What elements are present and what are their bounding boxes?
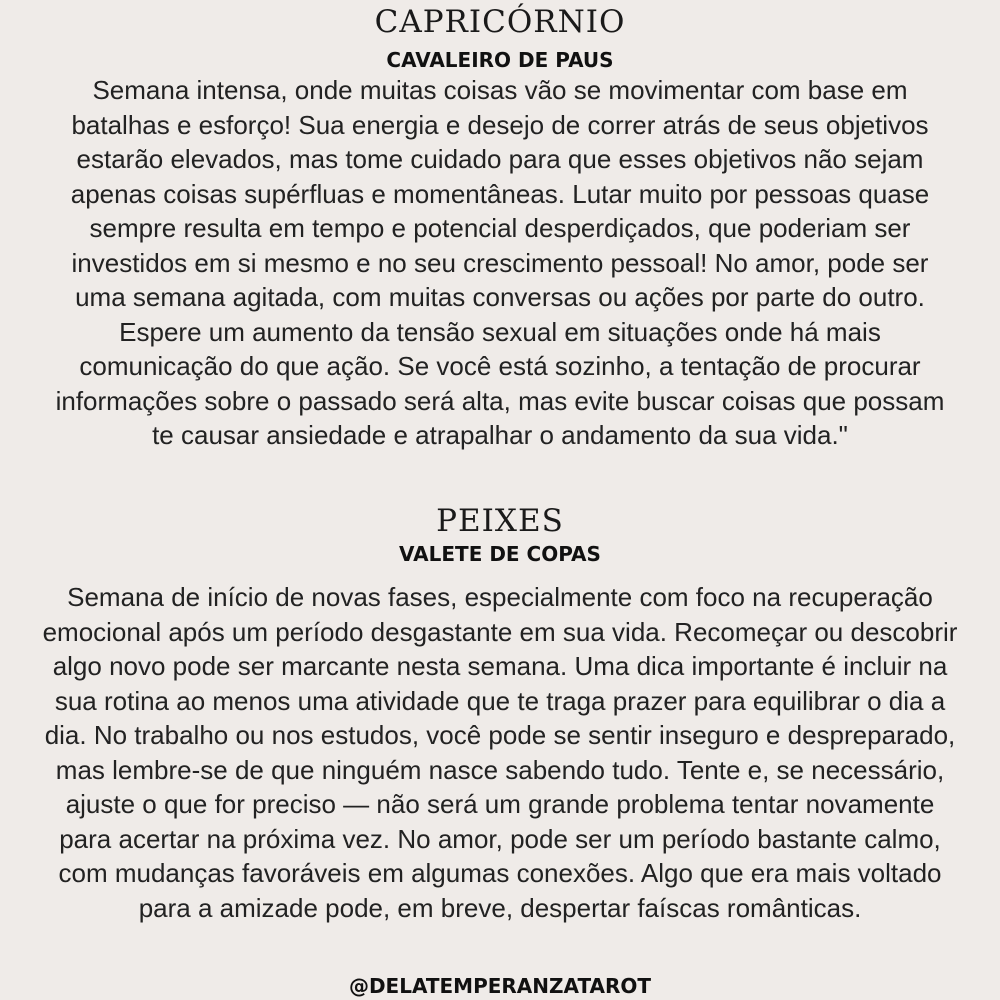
text-line: apenas coisas supérfluas e momentâneas. Lutar muito por pessoas quase [70,178,930,209]
text-line: sempre resulta em tempo e potencial desperdiçados, que poderiam ser [89,213,911,243]
sign-title-capricornio: CAPRICÓRNIO [374,4,626,40]
text-line: sua rotina ao menos uma atividade que te traga prazer para equilibrar o dia a [54,685,946,716]
text-line: mas lembre-se de que ninguém nasce sabendo tudo. Tente e, se necessário, [55,754,945,785]
sign-title-peixes: PEIXES [436,503,564,539]
card-title-valete-de-copas: VALETE DE COPAS [399,542,601,566]
text-line: investidos em si mesmo e no seu crescimento pessoal! No amor, pode ser [71,247,929,278]
text-line: comunicação do que ação. Se você está sozinho, a tentação de procurar [79,351,921,381]
text-line: dia. No trabalho ou nos estudos, você pode se sentir inseguro e despreparado, [44,720,956,750]
text-line: estarão elevados, mas tome cuidado para que esses objetivos não sejam [76,144,924,174]
text-line: informações sobre o passado será alta, mas evite buscar coisas que possam [55,385,945,416]
instagram-handle: @DELATEMPERANZATAROT [348,974,652,998]
text-line: te causar ansiedade e atrapalhar o andamento da sua vida." [152,420,848,450]
text-line: emocional após um período desgastante em sua vida. Recomeçar ou descobrir [42,616,958,647]
text-line: com mudanças favoráveis em algumas conexões. Algo que era mais voltado [58,858,942,888]
text-line: para acertar na próxima vez. No amor, pode ser um período bastante calmo, [59,823,941,854]
text-line: algo novo pode ser marcante nesta semana. Uma dica importante é incluir na [52,651,948,681]
card-title-cavaleiro-de-paus: CAVALEIRO DE PAUS [386,48,614,72]
horoscope-text-capricornio [12,73,988,453]
text-line: para a amizade pode, em breve, despertar faíscas românticas. [138,892,862,923]
text-line: Semana intensa, onde muitas coisas vão se movimentar com base em [92,75,908,105]
text-line: ajuste o que for preciso — não será um grande problema tentar novamente [65,789,935,819]
text-line: Semana de início de novas fases, especialmente com foco na recuperação [67,582,933,612]
horoscope-text-peixes [12,580,988,925]
text-line: Espere um aumento da tensão sexual em situações onde há mais [119,316,881,347]
text-line: batalhas e esforço! Sua energia e desejo de correr atrás de seus objetivos [71,109,929,140]
text-line: uma semana agitada, com muitas conversas ou ações por parte do outro. [75,282,925,312]
